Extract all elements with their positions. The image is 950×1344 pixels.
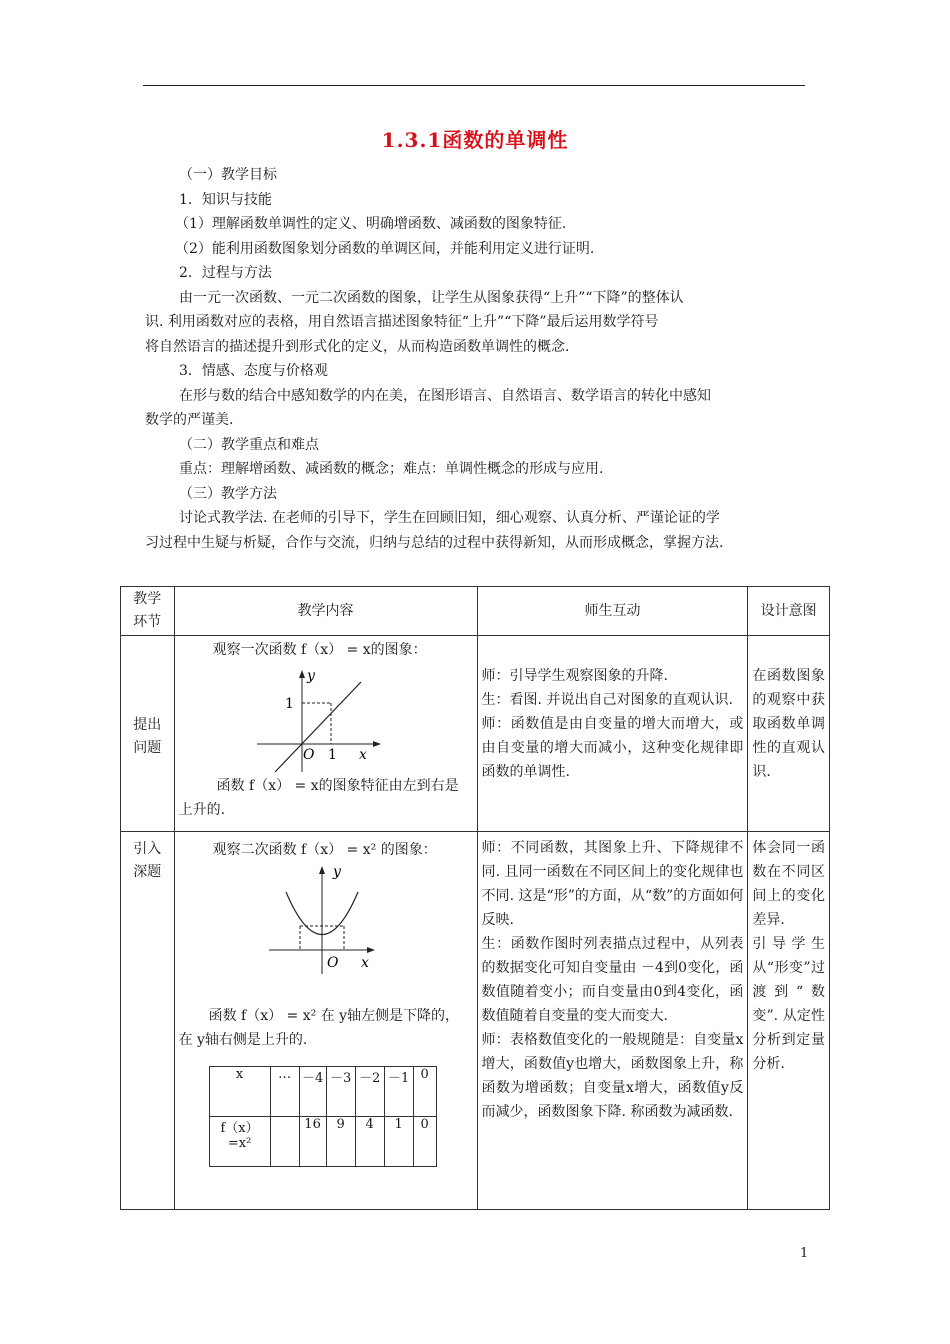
k2-para-line1: 由一元一次函数、一元二次函数的图象，让学生从图象获得“上升”“下降”的整体认 — [179, 289, 684, 306]
stage-cell: 提出 问题 — [121, 636, 175, 832]
intro-section — [145, 163, 815, 555]
table-cell: －2 — [355, 1067, 384, 1117]
stage-cell: 引入 深题 — [121, 832, 175, 1210]
table-cell: 9 — [326, 1117, 355, 1167]
k2-para-line3: 将自然语言的描述提升到形式化的定义，从而构造函数单调性的概念. — [145, 338, 570, 355]
origin-label: O — [302, 747, 315, 763]
interaction-cell — [477, 832, 748, 1210]
interaction-text: 师：不同函数，其图象上升、下降规律不同. 且同一函数在不同区间上的变化规律也不同. 这是“形”的方面，从“数”的方面如何反映. 生：函数作图时列表描点过程中，从列表的数据变化可知自变量由 －4到0变化，函数值随着变小；而自变量由0到4变化，函数值随着自变量的变大而变大. 师：表格数值变化的一般规随是：自变量x增大，函数值y也增大，函数图象上升，称函数为增函数；自变量x增大，函数值y反而减少，函数图象下降. 称函数为减函数. — [481, 840, 744, 1120]
method-para-line2: 习过程中生疑与析疑，合作与交流，归纳与总结的过程中获得新知，从而形成概念，掌握方法. — [145, 534, 724, 551]
intent-cell — [748, 636, 830, 832]
table-cell: 1 — [384, 1117, 413, 1167]
y-axis-arrow — [319, 866, 325, 874]
linear-function-graph — [175, 662, 475, 774]
method-heading: （三）教学方法 — [179, 485, 277, 502]
x-axis-arrow — [373, 741, 381, 747]
quadratic-function-graph — [175, 862, 475, 974]
table-row — [121, 832, 830, 1210]
table-cell: x — [209, 1067, 270, 1117]
page-title: 1.3.1函数的单调性 — [381, 128, 569, 152]
table-header-row — [121, 587, 830, 636]
table-cell: 4 — [355, 1117, 384, 1167]
k3-para-line2: 数学的严谨美. — [145, 412, 234, 428]
table-cell: … — [270, 1067, 299, 1117]
content-cell — [174, 832, 477, 1210]
content-text: 观察二次函数 f（x） = x² 的图象： — [212, 842, 437, 858]
content-text: 函数 f（x） = x的图象特征由左到右是上升的. — [178, 778, 459, 818]
table-cell: 0 — [413, 1117, 436, 1167]
y-axis-label: y — [332, 864, 341, 880]
content-cell — [174, 636, 477, 832]
table-cell: f（x）=x² — [209, 1117, 270, 1167]
k3-para-line1: 在形与数的结合中感知数学的内在美，在图形语言、自然语言、数学语言的转化中感知 — [179, 387, 711, 404]
x-axis-label: x — [358, 747, 367, 763]
k2-para-line2: 识. 利用函数对应的表格，用自然语言描述图象特征“上升”“下降”最后运用数学符号 — [145, 314, 659, 330]
x-axis-label: x — [360, 955, 369, 971]
table-cell: －3 — [326, 1067, 355, 1117]
content-text: 观察一次函数 f（x） = x的图象： — [212, 642, 427, 658]
method-para-line1: 讨论式教学法. 在老师的引导下，学生在回顾旧知，细心观察、认真分析、严谨论证的学 — [179, 510, 720, 526]
table-cell: 16 — [299, 1117, 326, 1167]
table-row — [209, 1117, 436, 1167]
interaction-cell — [477, 636, 748, 832]
intent-text: 体会同一函数在不同区间上的变化差异. 引导学生从“形变”过渡到“数变”. 从定性分析到定量分析. — [752, 840, 825, 1072]
key-heading: （二）教学重点和难点 — [179, 436, 319, 453]
k2-heading: 2．过程与方法 — [179, 265, 272, 281]
y-axis-label: y — [306, 668, 315, 684]
k1-heading: 1．知识与技能 — [179, 191, 272, 208]
goals-heading: （一）教学目标 — [179, 167, 277, 183]
table-cell: 0 — [413, 1067, 436, 1117]
k1-item2: （2）能利用函数图象划分函数的单调区间，并能利用定义进行证明. — [175, 240, 595, 257]
header-interaction: 师生互动 — [477, 587, 748, 636]
header-intent: 设计意图 — [748, 587, 830, 636]
header-rule — [143, 85, 805, 86]
table-cell: －4 — [299, 1067, 326, 1117]
y-one-label: 1 — [284, 696, 294, 712]
content-text: 函数 f（x） = x² 在 y轴左侧是下降的，在 y轴右侧是上升的. — [178, 1008, 460, 1048]
table-cell — [270, 1117, 299, 1167]
origin-label: O — [326, 955, 339, 971]
table-cell: －1 — [384, 1067, 413, 1117]
header-stage: 教学 环节 — [121, 587, 175, 636]
table-row — [209, 1067, 436, 1117]
value-table — [209, 1066, 437, 1167]
page-number: 1 — [800, 1246, 809, 1261]
k1-item1: （1）理解函数单调性的定义、明确增函数、减函数的图象特征. — [175, 216, 567, 232]
intent-text: 在函数图象的观察中获取函数单调性的直观认识. — [752, 668, 825, 780]
intent-cell — [748, 832, 830, 1210]
x-axis-arrow — [367, 947, 375, 953]
lesson-table — [120, 586, 830, 1210]
header-content: 教学内容 — [174, 587, 477, 636]
interaction-text: 师：引导学生观察图象的升降. 生：看图. 并说出自己对图象的直观认识. 师：函数值是由自变量的增大而增大，或由自变量的增大而减小，这种变化规律即函数的单调性. — [481, 668, 744, 780]
table-row — [121, 636, 830, 832]
key-text: 重点：理解增函数、减函数的概念；难点：单调性概念的形成与应用. — [179, 461, 604, 477]
x-one-label: 1 — [327, 747, 337, 763]
y-axis-arrow — [299, 670, 305, 678]
k3-heading: 3．情感、态度与价格观 — [179, 363, 328, 379]
